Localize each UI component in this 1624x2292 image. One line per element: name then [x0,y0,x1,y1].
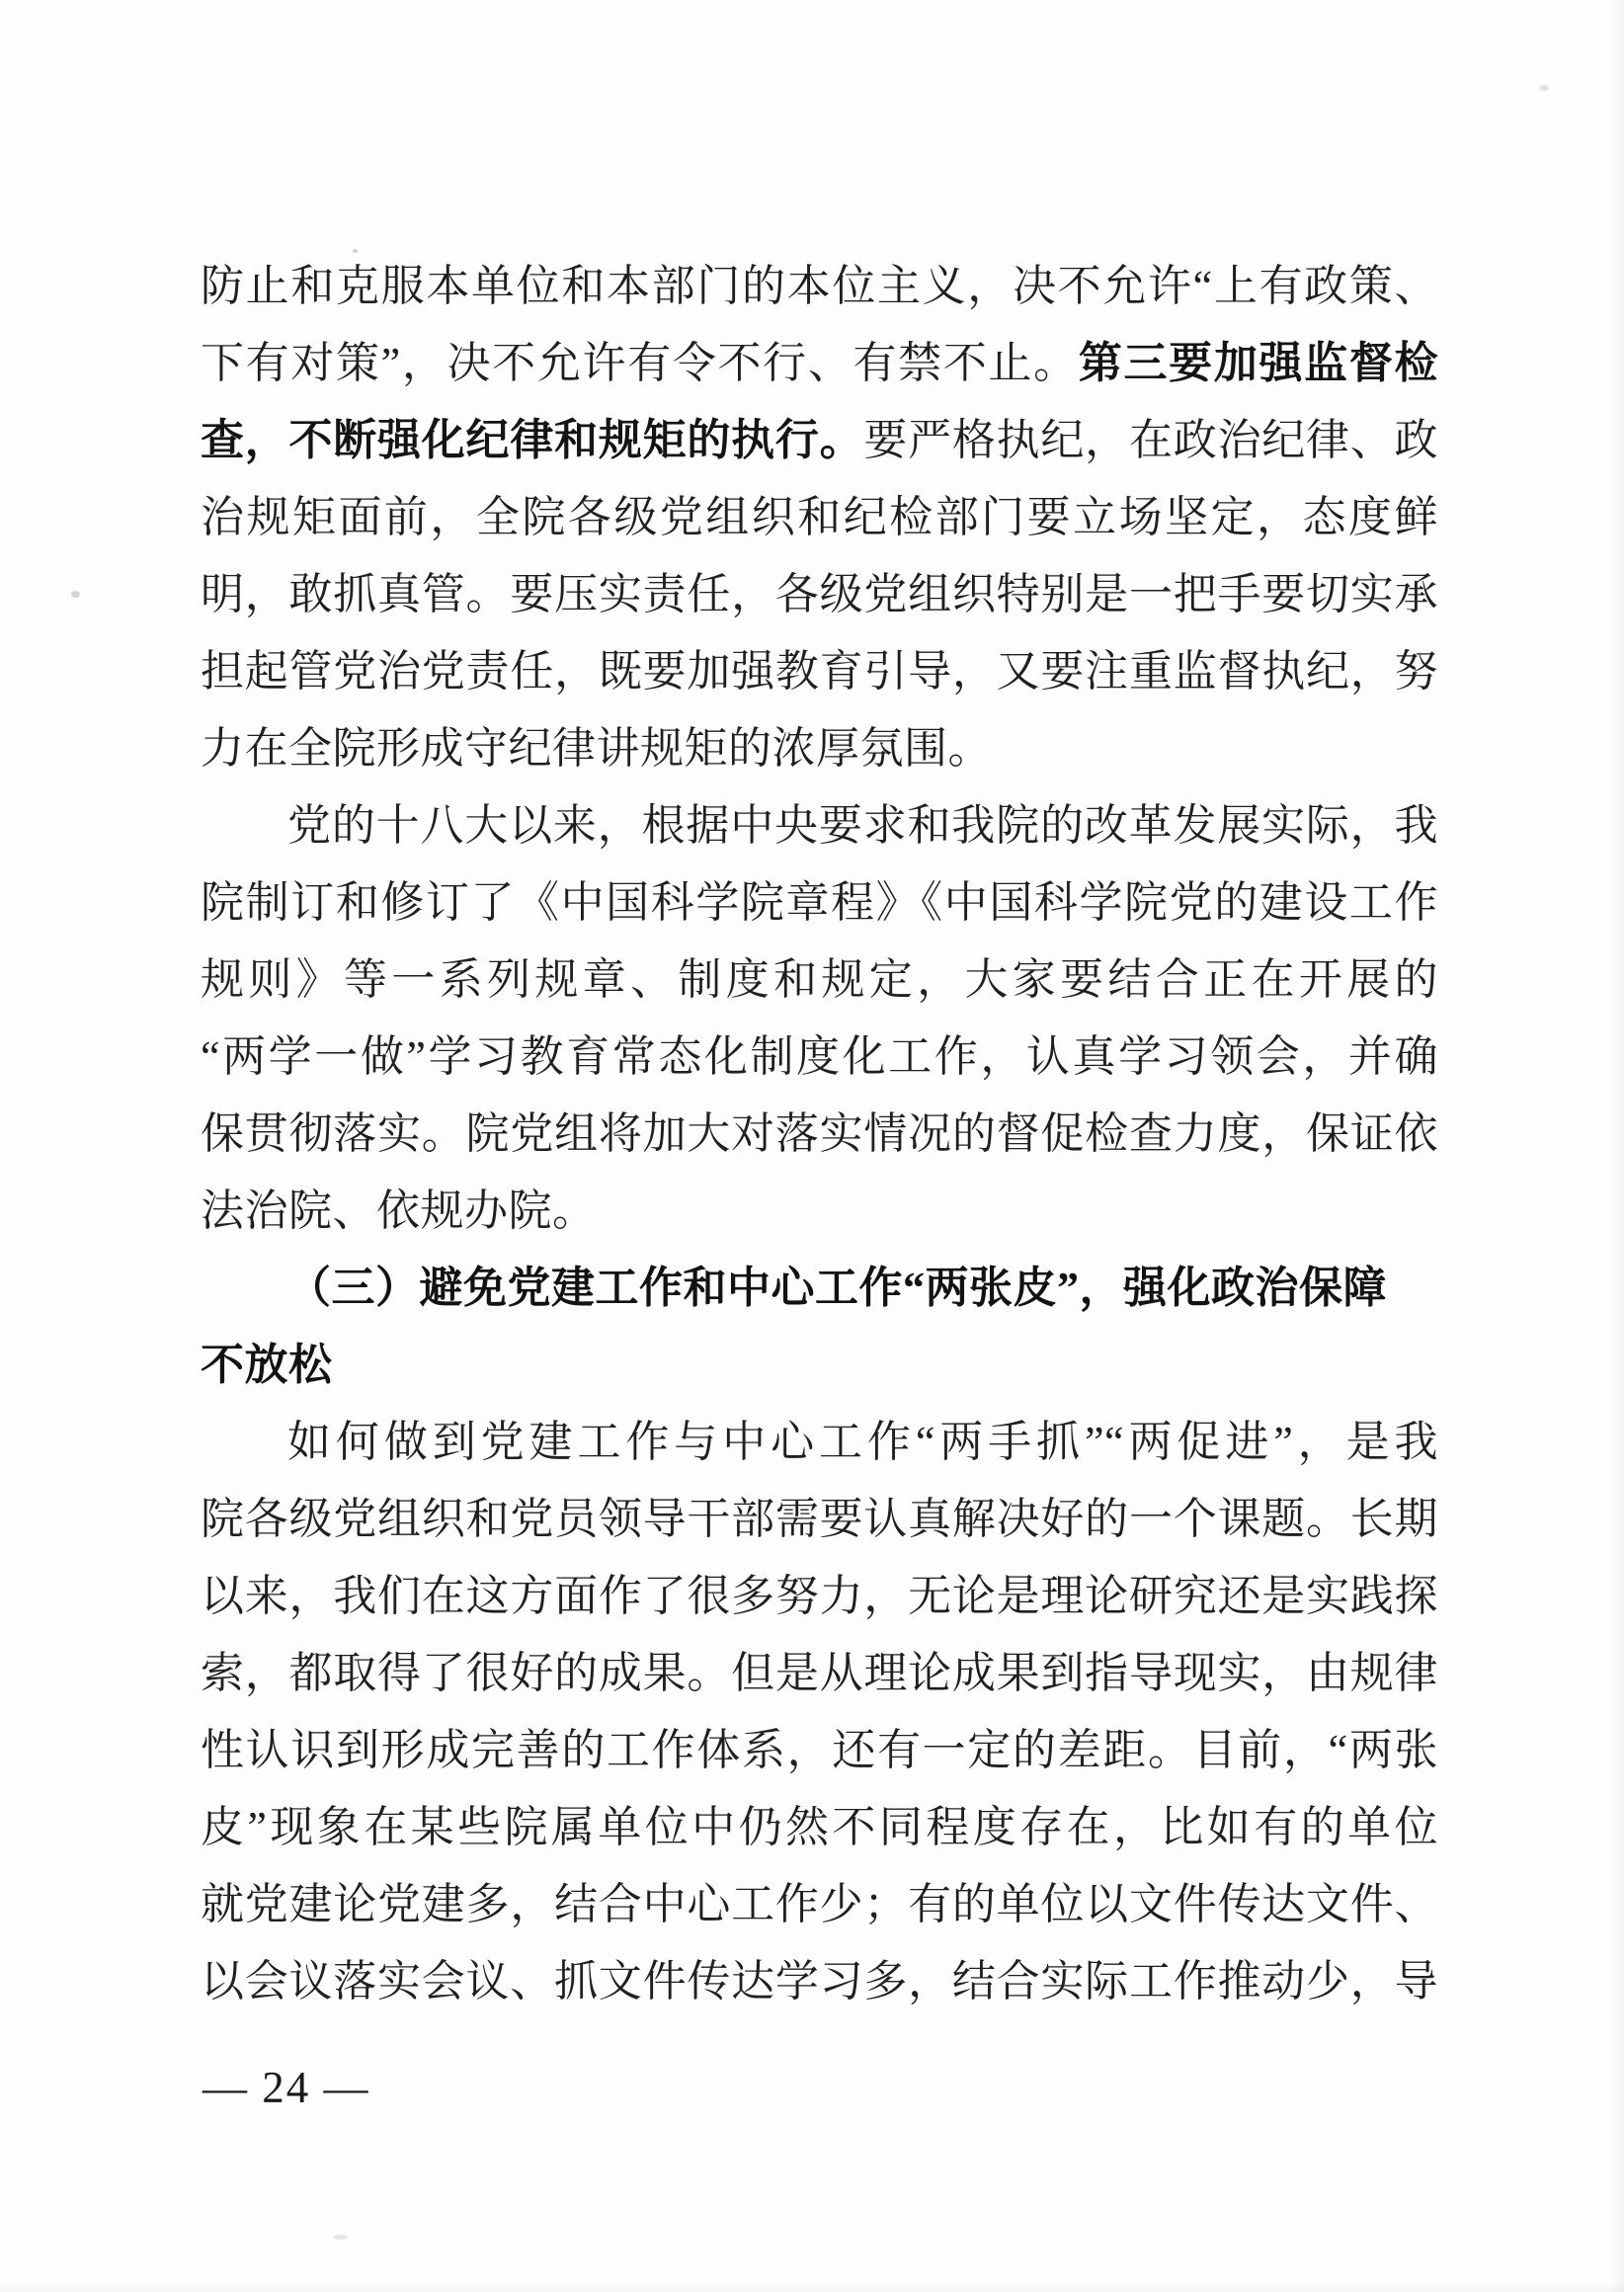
text-run: 就党建论党建多，结合中心工作少；有的单位以文件传达文件、 [201,1880,1438,1928]
body-line [201,556,1438,633]
heading-text-run: 不放松 [201,1341,333,1389]
text-run: “两学一做”学习教育常态化制度化工作，认真学习领会，并确 [201,1032,1438,1081]
body-line [201,1635,1438,1712]
body-line [201,1789,1438,1866]
scan-edge-shadow [0,2284,1624,2292]
body-line [201,402,1438,479]
body-line [201,248,1438,325]
scan-edge-shadow [1610,0,1624,2292]
body-line [201,325,1438,402]
document-text-block [201,248,1438,2020]
text-run: 性认识到形成完善的工作体系，还有一定的差距。目前，“两张 [201,1726,1438,1774]
text-run: 如何做到党建工作与中心工作“两手抓”“两促进”，是我 [287,1418,1438,1466]
body-line [201,710,1438,787]
text-run: 以会议落实会议、抓文件传达学习多，结合实际工作推动少，导 [201,1957,1438,2006]
body-line [201,1943,1438,2020]
body-line [201,1173,1438,1250]
text-run: 院制订和修订了《中国科学院章程》《中国科学院党的建设工作 [201,878,1438,927]
body-line [201,941,1438,1019]
text-run: 皮”现象在某些院属单位中仍然不同程度存在，比如有的单位 [201,1803,1438,1851]
body-line [201,633,1438,710]
section-heading-line [201,1327,1438,1404]
text-run: 以来，我们在这方面作了很多努力，无论是理论研究还是实践探 [201,1572,1438,1620]
text-run: 力在全院形成守纪律讲规矩的浓厚氛围。 [201,724,992,773]
text-run: 防止和克服本单位和本部门的本位主义，决不允许“上有政策、 [201,262,1438,310]
heading-text-run: （三）避免党建工作和中心工作“两张皮”，强化政治保障 [287,1264,1387,1312]
page-number: — 24 — [203,2063,370,2112]
text-run: 保贯彻落实。院党组将加大对落实情况的督促检查力度，保证依 [201,1109,1438,1158]
text-run: 要严格执纪，在政治纪律、政 [863,416,1439,464]
page-footer [203,2049,370,2126]
body-line [201,1712,1438,1789]
bold-text-run: 查，不断强化纪律和规矩的执行。 [201,416,864,464]
scan-artifact [334,2235,348,2240]
paragraph-first-line [201,787,1438,864]
body-line [201,1096,1438,1173]
body-line [201,864,1438,941]
text-run: 法治院、依规办院。 [201,1187,597,1235]
body-line [201,1481,1438,1558]
section-heading-line [201,1250,1438,1327]
body-line [201,1866,1438,1943]
scan-artifact [71,591,80,598]
scan-artifact [353,249,358,253]
body-line [201,479,1438,556]
text-run: 担起管党治党责任，既要加强教育引导，又要注重监督执纪，努 [201,647,1438,696]
paragraph-first-line [201,1404,1438,1481]
body-line [201,1019,1438,1096]
scan-artifact [1539,85,1549,91]
text-run: 索，都取得了很好的成果。但是从理论成果到指导现实，由规律 [201,1649,1438,1697]
text-run: 规则》等一系列规章、制度和规定，大家要结合正在开展的 [201,955,1438,1004]
text-run: 党的十八大以来，根据中央要求和我院的改革发展实际，我 [287,801,1438,850]
text-run: 治规矩面前，全院各级党组织和纪检部门要立场坚定，态度鲜 [201,493,1438,541]
text-run: 下有对策”，决不允许有令不行、有禁不止。 [201,339,1079,387]
body-line [201,1558,1438,1635]
bold-text-run: 第三要加强监督检 [1078,339,1439,387]
text-run: 明，敢抓真管。要压实责任，各级党组织特别是一把手要切实承 [201,570,1438,618]
text-run: 院各级党组织和党员领导干部需要认真解决好的一个课题。长期 [201,1495,1438,1543]
